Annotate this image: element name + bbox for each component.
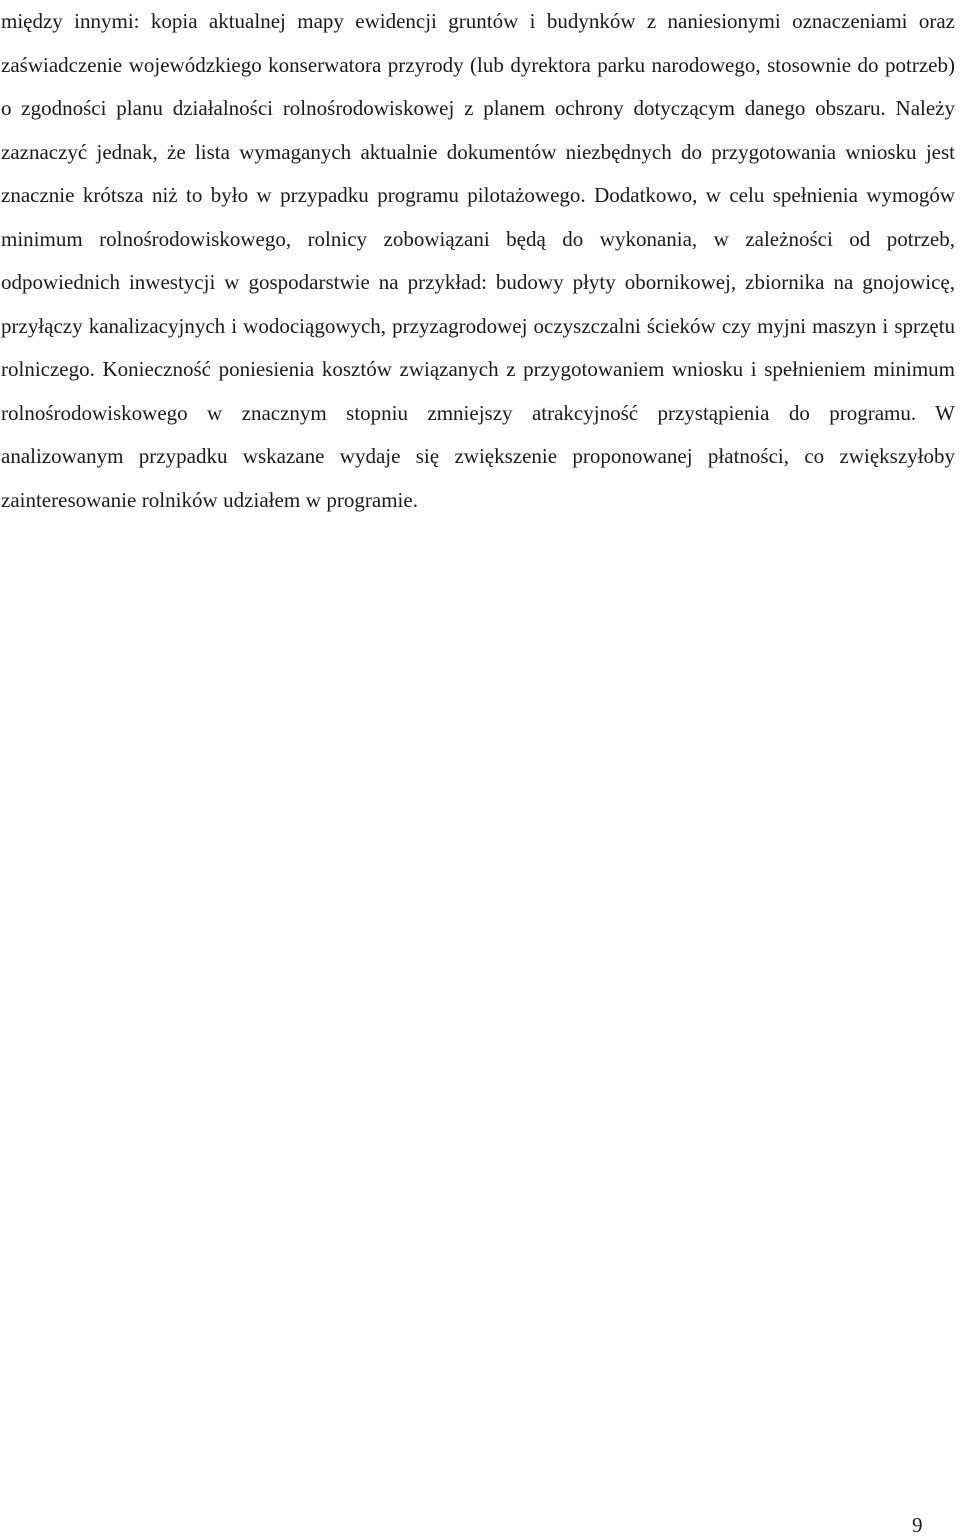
body-paragraph: między innymi: kopia aktualnej mapy ewidencji gruntów i budynków z naniesionymi oznaczeniami oraz zaświadczenie wojewódzkiego konserwatora przyrody (lub dyrektora parku narodowego, stosownie do potrzeb) o zgodności planu działalności rolnośrodowiskowej z planem ochrony dotyczącym danego obszaru. Należy zaznaczyć jednak, że lista wymaganych aktualnie dokumentów niezbędnych do przygotowania wniosku jest znacznie krótsza niż to było w przypadku programu pilotażowego. Dodatkowo, w celu spełnienia wymogów minimum rolnośrodowiskowego, rolnicy zobowiązani będą do wykonania, w zależności od potrzeb, odpowiednich inwestycji w gospodarstwie na przykład: budowy płyty obornikowej, zbiornika na gnojowicę, przyłączy kanalizacyjnych i wodociągowych, przyzagrodowej oczyszczalni ścieków czy myjni maszyn i sprzętu rolniczego. Konieczność poniesienia kosztów związanych z przygotowaniem wniosku i spełnieniem minimum rolnośrodowiskowego w znacznym stopniu zmniejszy atrakcyjność przystąpienia do programu. W analizowanym przypadku wskazane wydaje się zwiększenie proponowanej płatności, co zwiększyłoby zainteresowanie rolników udziałem w programie. xyxy=(1,9,955,512)
page-number: 9 xyxy=(912,1513,923,1537)
